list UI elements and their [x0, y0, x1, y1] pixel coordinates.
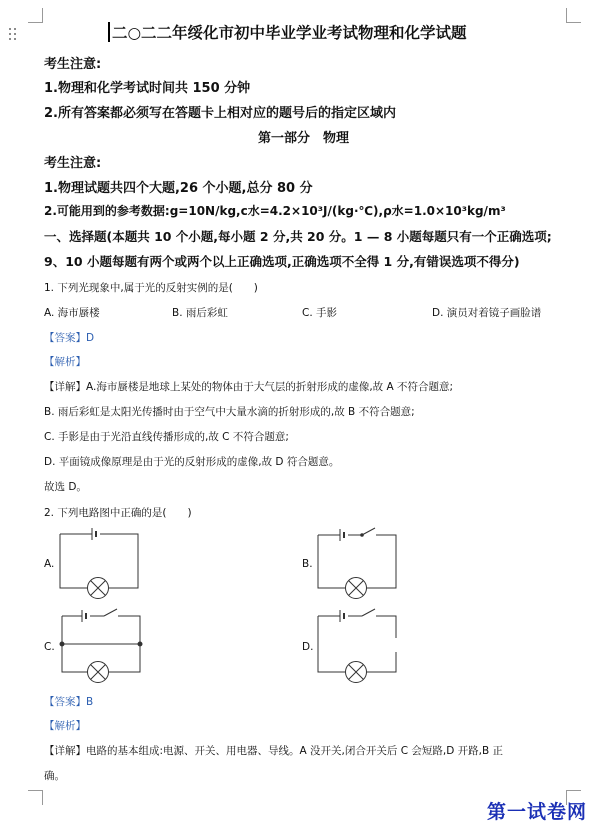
notice1-item-1: 1.物理和化学考试时间共 150 分钟 [44, 81, 251, 96]
page-corner-bottom-left [28, 790, 43, 805]
q1-answer: 【答案】D [44, 332, 95, 344]
page-corner-top-left [28, 8, 43, 23]
q2-option-c-label: C. [44, 641, 55, 653]
q1-detail-line-2: B. 雨后彩虹是太阳光传播时由于空气中大量水滴的折射形成的,故 B 不符合题意; [44, 406, 415, 418]
drag-handle-icon[interactable] [9, 28, 19, 40]
watermark: 第一试卷网 [487, 801, 588, 823]
q1-detail-line-1: 【详解】A.海市蜃楼是地球上某处的物体由于大气层的折射形成的虚像,故 A 不符合题意; [44, 381, 454, 393]
q1-detail-line-3: C. 手影是由于光沿直线传播形成的,故 C 不符合题意; [44, 431, 289, 443]
q2-answer: 【答案】B [44, 696, 94, 708]
circuit-diagram-c [60, 610, 144, 684]
q1-option-a: A. 海市蜃楼 [44, 307, 100, 319]
q1-analysis-label: 【解析】 [44, 356, 86, 368]
notice2-item-1: 1.物理试题共四个大题,26 个小题,总分 80 分 [44, 181, 313, 196]
section-heading-line-2: 9、10 小题每题有两个或两个以上正确选项,正确选项不全得 1 分,有错误选项不得分) [44, 254, 520, 269]
circuit-diagram-b [318, 524, 398, 602]
notice1-item-2: 2.所有答案都必须写在答题卡上相对应的题号后的指定区域内 [44, 106, 396, 121]
q2-option-b-label: B. [302, 558, 313, 570]
q1-option-c: C. 手影 [302, 307, 338, 319]
q2-option-d-label: D. [302, 641, 314, 653]
part-title: 第一部分 物理 [258, 131, 350, 146]
doc-title: 二○二二年绥化市初中毕业学业考试物理和化学试题 [112, 24, 467, 42]
q2-option-a-label: A. [44, 558, 55, 570]
circuit-diagram-a [60, 528, 140, 602]
page-corner-top-right [566, 8, 581, 23]
q2-analysis-label: 【解析】 [44, 720, 86, 732]
q1-detail-line-4: D. 平面镜成像原理是由于光的反射形成的虚像,故 D 符合题意。 [44, 456, 340, 468]
q1-detail-line-5: 故选 D。 [44, 481, 87, 493]
q2-detail-line-2: 确。 [44, 770, 65, 782]
q2-stem: 2. 下列电路图中正确的是( ) [44, 507, 192, 519]
q1-option-d: D. 演员对着镜子画脸谱 [432, 307, 542, 319]
notice2-item-2: 2.可能用到的参考数据:g=10N/kg,c水=4.2×10³J/(kg·℃),ρ水=1.0×10³kg/m³ [44, 204, 506, 218]
notice2-heading: 考生注意: [44, 156, 102, 171]
q1-option-b: B. 雨后彩虹 [172, 307, 228, 319]
section-heading-line-1: 一、选择题(本题共 10 个小题,每小题 2 分,共 20 分。1 — 8 小题每题只有一个正确选项; [44, 229, 552, 244]
q1-stem: 1. 下列光现象中,属于光的反射实例的是( ) [44, 282, 258, 294]
text-cursor [108, 22, 110, 42]
q2-detail-line-1: 【详解】电路的基本组成:电源、开关、用电器、导线。A 没开关,闭合开关后 C 会短路,D 开路,B 正 [44, 745, 504, 757]
circuit-diagram-d [318, 608, 398, 684]
notice1-heading: 考生注意: [44, 57, 102, 72]
